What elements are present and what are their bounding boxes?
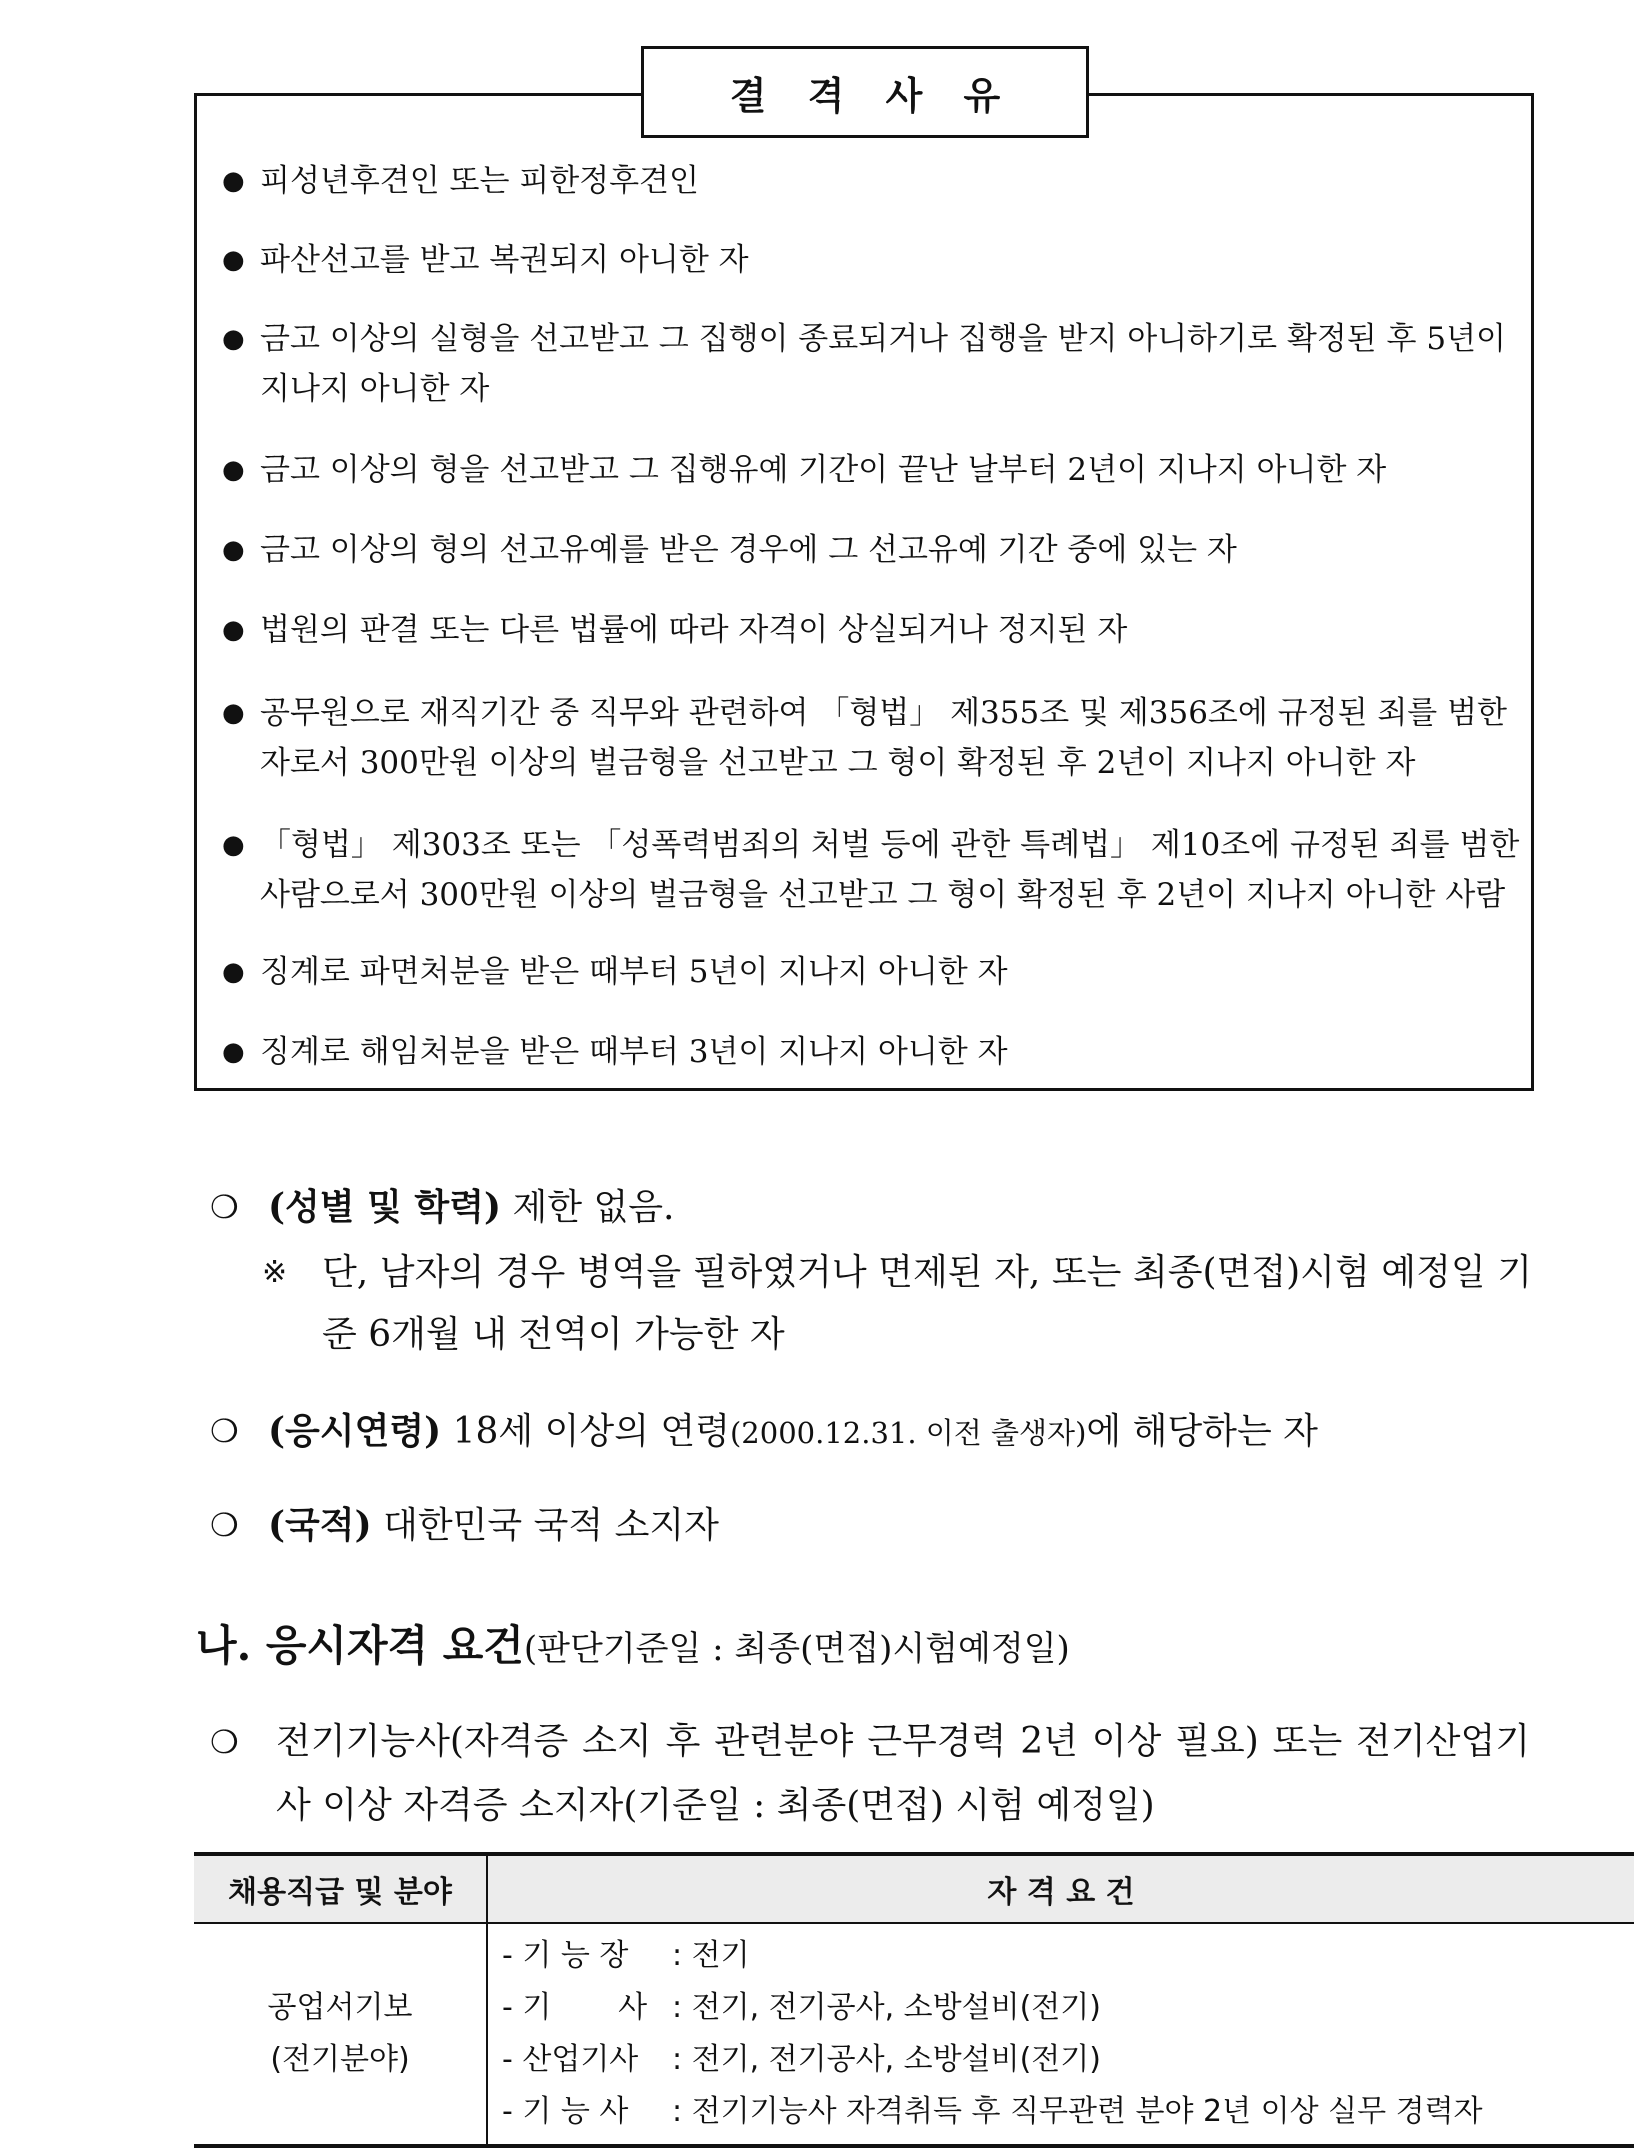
requirement-label: - 기 능 장 xyxy=(502,1938,629,1973)
requirement-text: 전기기능사(자격증 소지 후 관련분야 근무경력 2년 이상 필요) 또는 전기산업기사 이상 자격증 소지자(기준일 : 최종(면접) 시험 예정일) xyxy=(276,1721,1530,1826)
requirement-item xyxy=(210,1710,1530,1838)
requirements-cell xyxy=(487,1923,1634,2146)
bullet-icon: ● xyxy=(222,535,245,565)
list-item-text: 징계로 해임처분을 받은 때부터 3년이 지나지 아니한 자 xyxy=(260,1034,1008,1070)
bullet-icon: ● xyxy=(222,1037,245,1067)
bullet-icon: ● xyxy=(222,245,245,275)
position-field: (전기분야) xyxy=(270,2042,410,2077)
nationality-label: (국적) xyxy=(268,1504,372,1546)
list-item-text: 금고 이상의 실형을 선고받고 그 집행이 종료되거나 집행을 받지 아니하기로 확정된 후 5년이 지나지 아니한 자 xyxy=(260,321,1506,407)
age-text: 18세 이상의 연령 xyxy=(452,1411,730,1452)
list-item-text: 「형법」 제303조 또는 「성폭력범죄의 처벌 등에 관한 특례법」 제10조에 규정된 죄를 범한 사람으로서 300만원 이상의 벌금형을 선고받고 그 형이 확정된 후 2년이 지나지 아니한 사람 xyxy=(260,827,1520,913)
requirement-value: : 전기, 전기공사, 소방설비(전기) xyxy=(672,1990,1101,2025)
reference-mark-icon: ※ xyxy=(262,1255,288,1290)
list-item xyxy=(214,156,1524,206)
list-item xyxy=(214,605,1524,655)
list-item xyxy=(214,525,1524,575)
requirement-label: - 기 사 xyxy=(502,1990,648,2025)
list-item-text: 파산선고를 받고 복권되지 아니한 자 xyxy=(260,242,749,278)
bullet-icon: ● xyxy=(222,957,245,987)
requirement-label: - 기 능 사 xyxy=(502,2094,629,2129)
requirement-label: - 산업기사 xyxy=(502,2042,639,2077)
section-subtitle: (판단기준일 : 최종(면접)시험예정일) xyxy=(523,1629,1070,1669)
military-note xyxy=(262,1242,1532,1366)
age-item xyxy=(210,1400,1540,1464)
table-header-row xyxy=(194,1854,1634,1923)
list-item xyxy=(214,314,1524,414)
requirements-table xyxy=(194,1852,1634,2148)
gender-education-item xyxy=(210,1176,1540,1239)
age-label: (응시연령) xyxy=(268,1410,442,1452)
bullet-icon: ● xyxy=(222,455,245,485)
bullet-icon: ● xyxy=(222,698,245,728)
gender-education-label: (성별 및 학력) xyxy=(268,1186,502,1228)
circle-bullet-icon: ❍ xyxy=(210,1188,239,1226)
requirement-row xyxy=(502,2086,1634,2138)
list-item-text: 금고 이상의 형의 선고유예를 받은 경우에 그 선고유예 기간 중에 있는 자 xyxy=(260,532,1237,568)
column-header-requirements: 자 격 요 건 xyxy=(487,1854,1634,1923)
list-item xyxy=(214,445,1524,495)
nationality-item xyxy=(210,1494,1540,1557)
gender-education-text: 제한 없음. xyxy=(512,1187,675,1228)
bullet-icon: ● xyxy=(222,830,245,860)
list-item xyxy=(214,820,1524,920)
position-cell xyxy=(194,1923,487,2146)
list-item xyxy=(214,235,1524,285)
list-item-text: 금고 이상의 형을 선고받고 그 집행유예 기간이 끝난 날부터 2년이 지나지 아니한 자 xyxy=(260,452,1387,488)
military-note-text: 단, 남자의 경우 병역을 필하였거나 면제된 자, 또는 최종(면접)시험 예정일 기준 6개월 내 전역이 가능한 자 xyxy=(322,1252,1532,1355)
column-header-position: 채용직급 및 분야 xyxy=(194,1854,487,1923)
position-name: 공업서기보 xyxy=(267,1990,413,2025)
requirement-row xyxy=(502,1930,1634,1982)
circle-bullet-icon: ❍ xyxy=(210,1412,239,1450)
section-title: 나. 응시자격 요건 xyxy=(196,1621,524,1670)
list-item-text: 피성년후견인 또는 피한정후견인 xyxy=(260,163,699,199)
table-row xyxy=(194,1923,1634,2146)
list-item-text: 법원의 판결 또는 다른 법률에 따라 자격이 상실되거나 정지된 자 xyxy=(260,612,1128,648)
requirement-row xyxy=(502,2034,1634,2086)
nationality-text: 대한민국 국적 소지자 xyxy=(383,1505,719,1546)
bullet-icon: ● xyxy=(222,324,245,354)
circle-bullet-icon: ❍ xyxy=(210,1506,239,1544)
requirement-row xyxy=(502,1982,1634,2034)
requirement-value: : 전기 xyxy=(672,1938,750,1973)
list-item-text: 징계로 파면처분을 받은 때부터 5년이 지나지 아니한 자 xyxy=(260,954,1008,990)
circle-bullet-icon: ❍ xyxy=(210,1723,239,1761)
requirement-value: : 전기, 전기공사, 소방설비(전기) xyxy=(672,2042,1101,2077)
age-text-end: 에 해당하는 자 xyxy=(1086,1411,1318,1452)
list-item xyxy=(214,947,1524,997)
list-item xyxy=(214,1027,1524,1077)
bullet-icon: ● xyxy=(222,615,245,645)
list-item xyxy=(214,688,1524,788)
age-birth-range: (2000.12.31. 이전 출생자) xyxy=(729,1416,1087,1450)
bullet-icon: ● xyxy=(222,166,245,196)
section-heading xyxy=(196,1616,1070,1679)
list-item-text: 공무원으로 재직기간 중 직무와 관련하여 「형법」 제355조 및 제356조에 규정된 죄를 범한 자로서 300만원 이상의 벌금형을 선고받고 그 형이 확정된 후 2년이 지나지 아니한 자 xyxy=(260,695,1508,781)
requirement-value: : 전기기능사 자격취득 후 직무관련 분야 2년 이상 실무 경력자 xyxy=(672,2094,1483,2129)
disqualification-title: 결 격 사 유 xyxy=(641,46,1089,138)
